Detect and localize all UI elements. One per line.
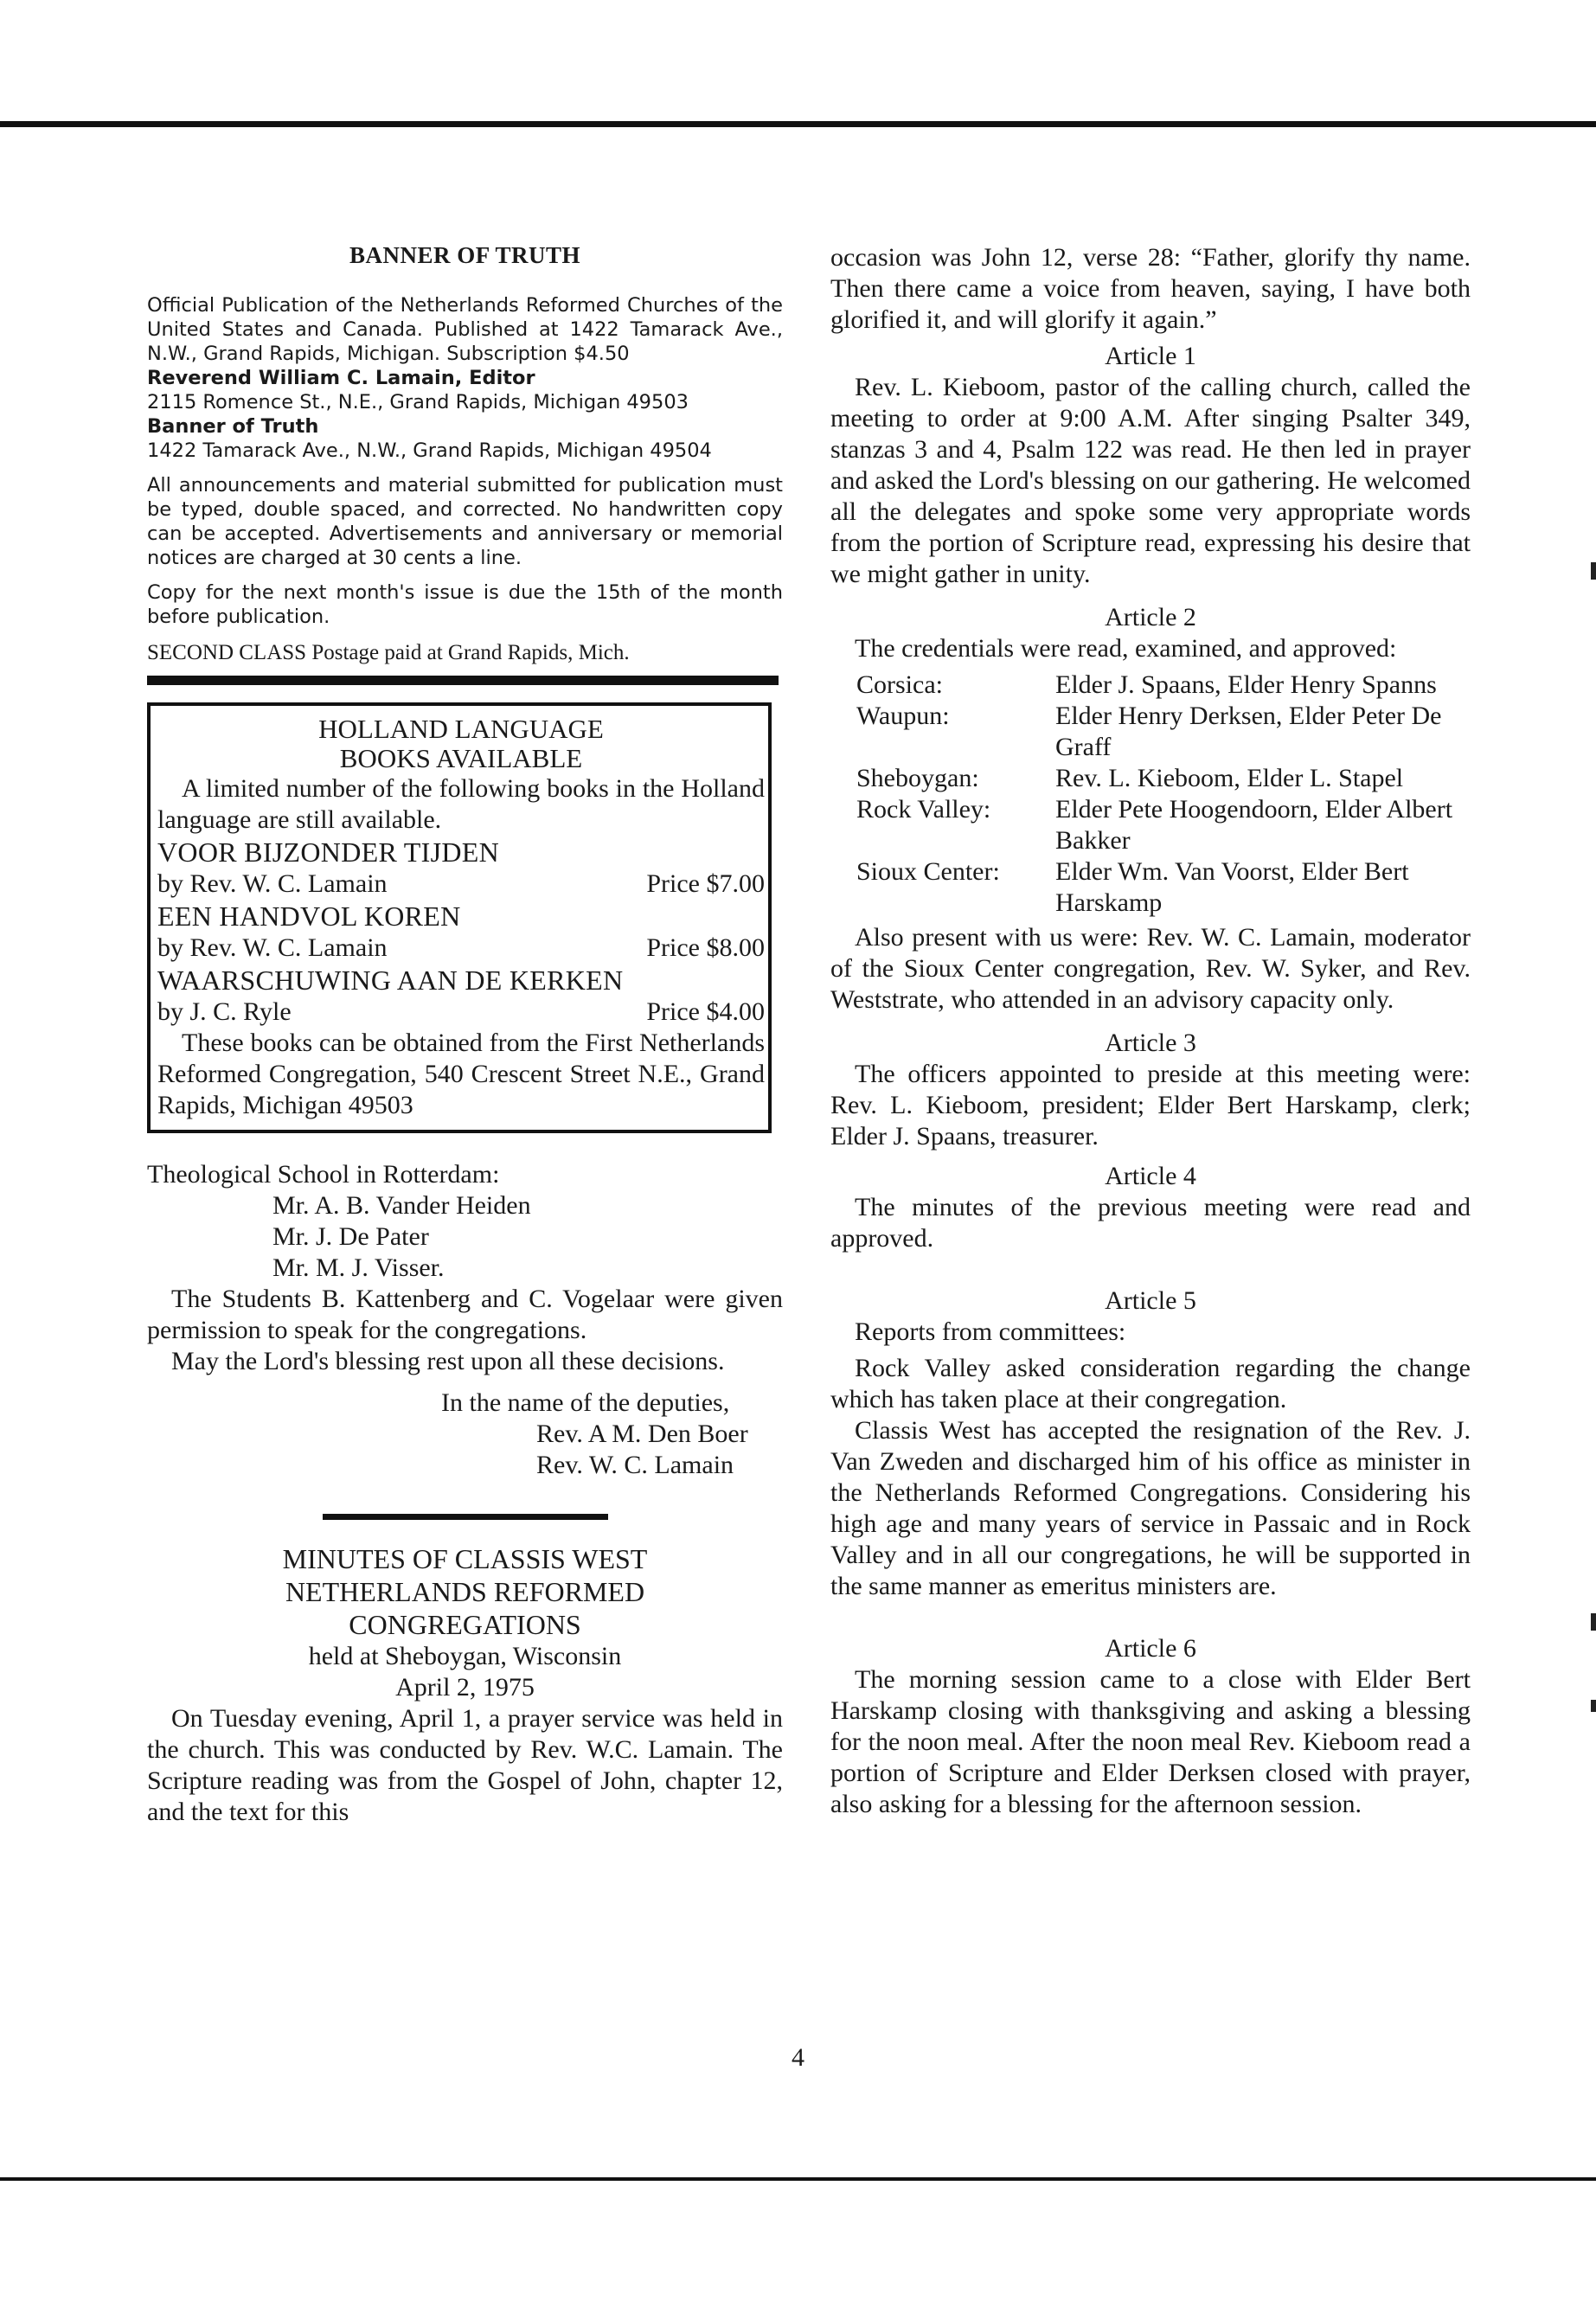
minutes-divider [323, 1514, 608, 1520]
masthead-block [147, 293, 783, 629]
also-present-paragraph: Also present with us were: Rev. W. C. Lamain, moderator of the Sioux Center congregation, Rev. W. Syker, and Rev. Weststrate, who attended in an advisory capacity only. [830, 923, 1471, 1014]
margin-mark [1591, 1613, 1596, 1631]
credential-names: Rev. L. Kieboom, Elder L. Stapel [1055, 764, 1404, 792]
article-heading: Article 3 [1105, 1029, 1196, 1057]
editor-name: Reverend William C. Lamain, Editor [147, 367, 535, 389]
announcements-note: All announcements and material submitted for publication must be typed, double spaced, and corrected. No handwritten copy can be accepted. Advertisements and anniversary or memorial notices are charged at 30 cents a line. [147, 474, 783, 569]
book-entry [157, 900, 765, 964]
bottom-rule [0, 2177, 1596, 2181]
minutes-date: April 2, 1975 [395, 1673, 535, 1702]
article-heading: Article 1 [1105, 342, 1196, 370]
top-rule [0, 121, 1596, 127]
article-2-text: The credentials were read, examined, and approved: [855, 634, 1397, 663]
school-heading: Theological School in Rotterdam: [147, 1160, 500, 1189]
office-address: 1422 Tamarack Ave., N.W., Grand Rapids, Michigan 49504 [147, 439, 712, 462]
books-intro: A limited number of the following books in the Holland language are still available. [157, 774, 765, 834]
signer: Rev. W. C. Lamain [536, 1451, 734, 1479]
article-heading: Article 6 [1105, 1634, 1196, 1663]
minutes-intro: On Tuesday evening, April 1, a prayer service was held in the church. This was conducted by Rev. W.C. Lamain. The Scripture reading was from the Gospel of John, chapter 12, and the text for this [147, 1704, 783, 1826]
credential-names: Elder Pete Hoogendoorn, Elder Albert Bakker [1055, 795, 1453, 855]
credential-row [830, 763, 1471, 794]
credential-names: Elder Henry Derksen, Elder Peter De Graff [1055, 702, 1442, 761]
credential-row [830, 701, 1471, 763]
minutes-title-2: NETHERLANDS REFORMED [285, 1576, 645, 1607]
books-box-title-2: BOOKS AVAILABLE [339, 743, 583, 773]
credential-row [830, 670, 1471, 701]
article-heading: Article 2 [1105, 603, 1196, 631]
credential-row [830, 856, 1471, 919]
page-number: 4 [792, 2043, 804, 2072]
deadline-note: Copy for the next month's issue is due the 15th of the month before publication. [147, 581, 783, 628]
credential-place: Waupun: [856, 702, 950, 730]
article-1-text: Rev. L. Kieboom, pastor of the calling church, called the meeting to order at 9:00 A.M. After singing Psalter 349, stanzas 3 and 4, Psalm 122 was read. He then led in prayer and asked the Lord's blessing on our gathering. He welcomed all the delegates and spoke some very appropriate words from the portion of Scripture read, expressing his desire that we might gather in unity. [830, 373, 1471, 588]
blessing-paragraph: May the Lord's blessing rest upon all these decisions. [171, 1347, 725, 1375]
credential-row [830, 794, 1471, 856]
article-3-text: The officers appointed to preside at this meeting were: Rev. L. Kieboom, president; Elder Bert Harskamp, clerk; Elder J. Spaans, treasurer. [830, 1060, 1471, 1150]
books-footer: These books can be obtained from the First Netherlands Reformed Congregation, 540 Crescent Street N.E., Grand Rapids, Michigan 49503 [157, 1029, 765, 1119]
article-5-paragraph: Classis West has accepted the resignation of the Rev. J. Van Zweden and discharged him of his office as minister in the Netherlands Reformed Congregations. Considering his high age and many years of service in Passaic and in Rock Valley and in all our congregations, he will be supported in the same manner as emeritus ministers are. [830, 1416, 1471, 1600]
book-title: WAARSCHUWING AAN DE KERKEN [157, 965, 624, 996]
office-name: Banner of Truth [147, 415, 319, 438]
books-box [147, 702, 772, 1133]
minutes-section [147, 1542, 783, 1828]
book-title: VOOR BIJZONDER TIJDEN [157, 836, 500, 868]
book-price: Price $4.00 [646, 997, 765, 1026]
school-member: Mr. J. De Pater [272, 1222, 429, 1251]
credential-place: Rock Valley: [856, 795, 991, 824]
margin-mark [1591, 562, 1596, 580]
postage-note: SECOND CLASS Postage paid at Grand Rapids, Mich. [147, 641, 630, 664]
deputies-report [147, 1159, 783, 1481]
left-column [147, 242, 783, 1828]
article-4-text: The minutes of the previous meeting were read and approved. [830, 1193, 1471, 1253]
book-title: EEN HANDVOL KOREN [157, 901, 461, 932]
credential-place: Sheboygan: [856, 764, 979, 792]
masthead-title: BANNER OF TRUTH [349, 242, 581, 268]
credential-place: Sioux Center: [856, 857, 1000, 886]
continuation-paragraph: occasion was John 12, verse 28: “Father, glorify thy name. Then there came a voice from heaven, saying, I have both glorified it, and will glorify it again.” [830, 243, 1471, 334]
book-author: by Rev. W. C. Lamain [157, 933, 388, 962]
school-member: Mr. A. B. Vander Heiden [272, 1191, 531, 1220]
school-member: Mr. M. J. Visser. [272, 1253, 445, 1282]
book-entry [157, 964, 765, 1028]
masthead-description: Official Publication of the Netherlands Reformed Churches of the United States and Canada. Published at 1422 Tamarack Ave., N.W., Grand Rapids, Michigan. Subscription $4.50 [147, 294, 783, 365]
minutes-location: held at Sheboygan, Wisconsin [308, 1642, 622, 1670]
students-paragraph: The Students B. Kattenberg and C. Vogelaar were given permission to speak for the congregations. [147, 1285, 783, 1344]
book-price: Price $8.00 [646, 933, 765, 962]
book-author: by J. C. Ryle [157, 997, 292, 1026]
article-6-text: The morning session came to a close with Elder Bert Harskamp closing with thanksgiving and asking a blessing for the noon meal. After the noon meal Rev. Kieboom read a portion of Scripture and Elder Derksen closed with prayer, also asking for a blessing for the afternoon session. [830, 1665, 1471, 1818]
divider-rule [147, 676, 779, 685]
book-price: Price $7.00 [646, 869, 765, 898]
credential-names: Elder J. Spaans, Elder Henry Spanns [1055, 670, 1437, 699]
signature-intro: In the name of the deputies, [441, 1388, 730, 1417]
school-members [147, 1190, 783, 1284]
editor-address: 2115 Romence St., N.E., Grand Rapids, Michigan 49503 [147, 391, 689, 413]
credential-place: Corsica: [856, 670, 943, 699]
article-5-paragraph: Rock Valley asked consideration regarding the change which has taken place at their congregation. [830, 1354, 1471, 1413]
minutes-title-3: CONGREGATIONS [349, 1609, 581, 1640]
article-heading: Article 4 [1105, 1162, 1196, 1190]
credentials-list [830, 670, 1471, 919]
article-5-intro: Reports from committees: [855, 1317, 1126, 1346]
margin-mark [1591, 1700, 1596, 1712]
book-author: by Rev. W. C. Lamain [157, 869, 388, 898]
books-box-title-1: HOLLAND LANGUAGE [318, 714, 604, 744]
signer: Rev. A M. Den Boer [536, 1420, 748, 1448]
credential-names: Elder Wm. Van Voorst, Elder Bert Harskamp [1055, 857, 1409, 917]
article-heading: Article 5 [1105, 1286, 1196, 1315]
right-column [830, 242, 1471, 1820]
minutes-title-1: MINUTES OF CLASSIS WEST [282, 1543, 648, 1574]
book-entry [157, 836, 765, 900]
